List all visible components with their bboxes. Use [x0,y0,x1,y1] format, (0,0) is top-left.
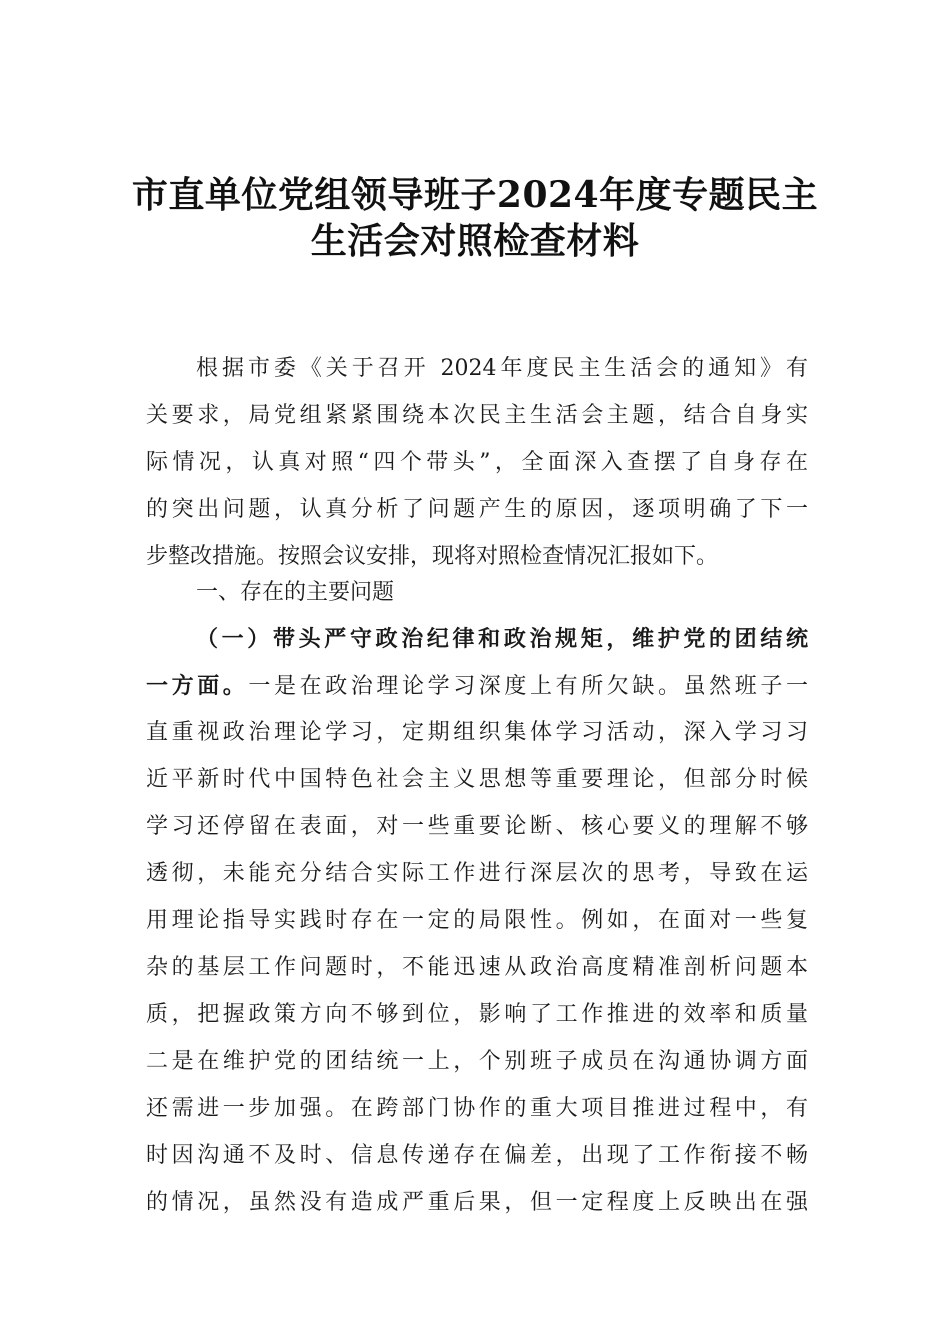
body-paragraph-line [146,669,808,703]
body-paragraph-line: 质，把握政策方向不够到位，影响了工作推进的效率和质量 [146,1002,808,1027]
section-heading: 一、存在的主要问题 [196,580,395,605]
body-paragraph-line: 用理论指导实践时存在一定的局限性。例如，在面对一些复 [146,908,808,933]
body-paragraph-line: 近平新时代中国特色社会主义思想等重要理论，但部分时候 [146,767,808,792]
body-paragraph-line: 透彻，未能充分结合实际工作进行深层次的思考，导致在运 [146,861,808,886]
body-text: 一是在政治理论学习深度上有所欠缺。虽然班子一 [248,674,808,699]
body-paragraph-line: 学习还停留在表面，对一些重要论断、核心要义的理解不够 [146,814,808,839]
intro-paragraph-line: 关要求，局党组紧紧围绕本次民主生活会主题，结合自身实 [146,403,808,428]
intro-paragraph-line: 的突出问题，认真分析了问题产生的原因，逐项明确了下一 [146,497,808,522]
document-title-line-1: 市直单位党组领导班子2024年度专题民主 [131,174,819,216]
body-paragraph-line: 二是在维护党的团结统一上，个别班子成员在沟通协调方面 [146,1049,808,1074]
intro-paragraph-line: 际情况，认真对照“四个带头”，全面深入查摆了自身存在 [146,450,808,475]
body-paragraph-line: 直重视政治理论学习，定期组织集体学习活动，深入学习习 [146,720,808,745]
body-paragraph-line: 还需进一步加强。在跨部门协作的重大项目推进过程中，有 [146,1096,808,1121]
intro-paragraph-line: 步整改措施。按照会议安排，现将对照检查情况汇报如下。 [146,544,719,569]
subsection-title-end: 一方面。 [146,673,249,699]
subsection-title: （一）带头严守政治纪律和政治规矩，维护党的团结统 [196,626,808,652]
body-paragraph-line: 杂的基层工作问题时，不能迅速从政治高度精准剖析问题本 [146,955,808,980]
body-paragraph-line: 时因沟通不及时、信息传递存在偏差，出现了工作衔接不畅 [146,1143,808,1168]
intro-paragraph-line: 根据市委《关于召开 2024年度民主生活会的通知》有 [196,356,808,381]
document-title-line-2: 生活会对照检查材料 [310,220,640,262]
body-paragraph-line: 的情况，虽然没有造成严重后果，但一定程度上反映出在强 [146,1190,808,1215]
